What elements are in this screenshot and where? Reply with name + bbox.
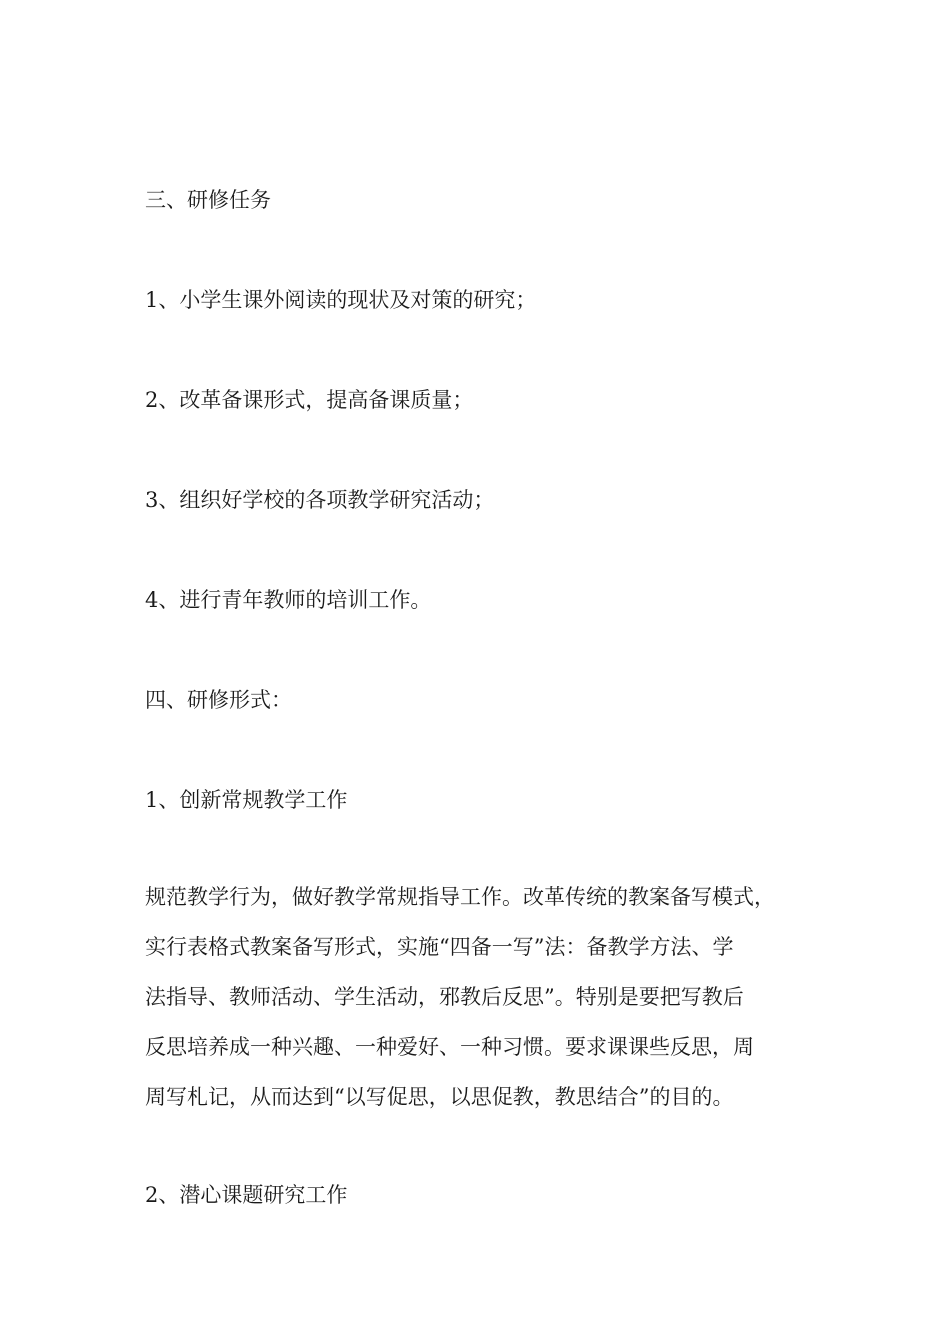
paragraph-line-3: 法指导、教师活动、学生活动，邪教后反思”。特别是要把写教后 xyxy=(145,985,744,1009)
body-paragraph xyxy=(145,872,810,1122)
paragraph-line-5: 周写札记，从而达到“以写促思，以思促教，教思结合”的目的。 xyxy=(145,1085,734,1109)
paragraph-line-2: 实行表格式教案备写形式，实施“四备一写”法：备教学方法、学 xyxy=(145,935,734,959)
paragraph-line-1: 规范教学行为，做好教学常规指导工作。改革传统的教案备写模式， xyxy=(145,885,775,909)
task-item-4: 4、进行青年教师的培训工作。 xyxy=(145,588,432,612)
form-item-2: 2、潜心课题研究工作 xyxy=(145,1183,348,1207)
form-item-1: 1、创新常规教学工作 xyxy=(145,788,348,812)
paragraph-line-4: 反思培养成一种兴趣、一种爱好、一种习惯。要求课课些反思，周 xyxy=(145,1035,754,1059)
task-item-2: 2、改革备课形式，提高备课质量； xyxy=(145,388,474,412)
task-item-1: 1、小学生课外阅读的现状及对策的研究； xyxy=(145,288,537,312)
task-item-3: 3、组织好学校的各项教学研究活动； xyxy=(145,488,495,512)
section-heading-tasks: 三、研修任务 xyxy=(145,188,271,212)
section-heading-forms: 四、研修形式： xyxy=(145,688,292,712)
